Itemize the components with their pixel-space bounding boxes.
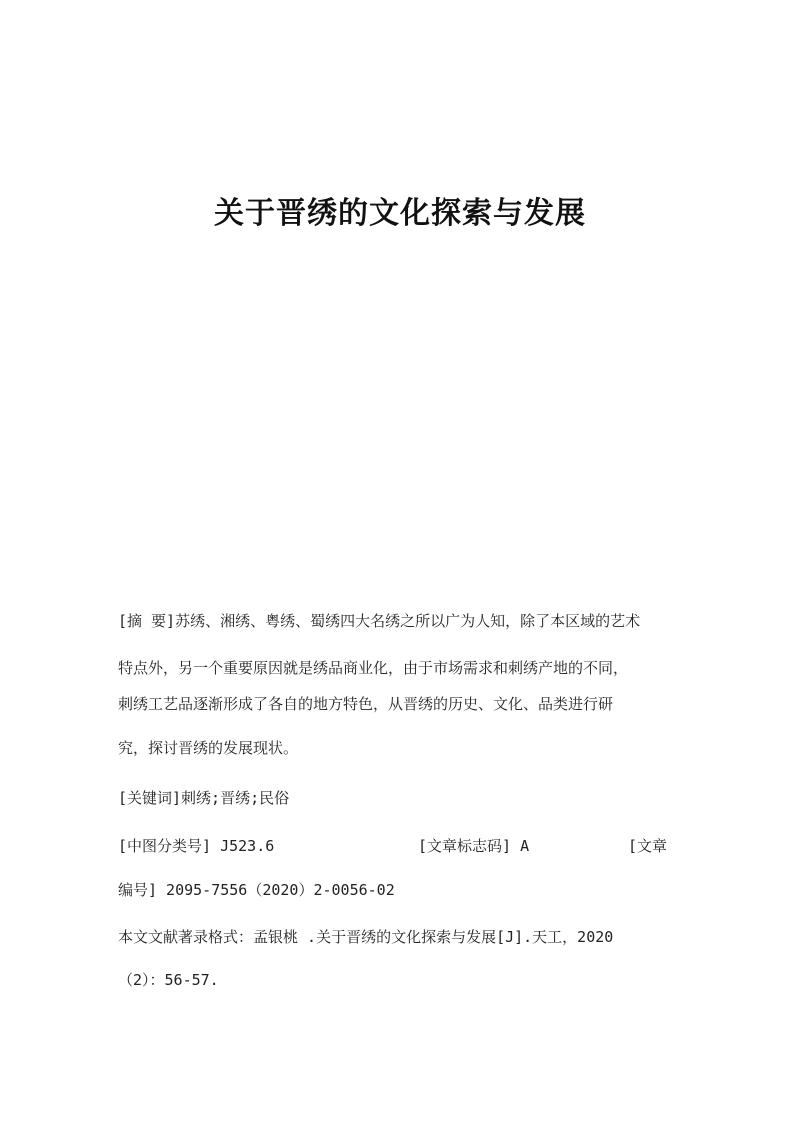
abstract-line-3: 刺绣工艺品逐渐形成了各自的地方特色，从晋绣的历史、文化、品类进行研 xyxy=(118,695,614,713)
clc-number: [中图分类号] J523.6 xyxy=(118,837,275,855)
citation-line-1: 本文文献著录格式：孟银桃 .关于晋绣的文化探索与发展[J].天工，2020 xyxy=(118,928,614,946)
abstract-line-1: [摘 要]苏绣、湘绣、粤绣、蜀绣四大名绣之所以广为人知，除了本区域的艺术 xyxy=(118,612,641,630)
citation-line-2: （2）：56-57. xyxy=(118,971,219,989)
article-number-prefix: [文章 xyxy=(628,837,668,855)
abstract-line-4: 究，探讨晋绣的发展现状。 xyxy=(118,739,299,757)
document-code: [文章标志码] A xyxy=(418,837,530,855)
abstract-line-2: 特点外，另一个重要原因就是绣品商业化，由于市场需求和刺绣产地的不同， xyxy=(118,659,629,677)
keywords-line: [关键词]刺绣;晋绣;民俗 xyxy=(118,789,290,807)
article-number-line: 编号] 2095-7556（2020）2-0056-02 xyxy=(118,881,395,899)
paper-title: 关于晋绣的文化探索与发展 xyxy=(214,196,586,231)
